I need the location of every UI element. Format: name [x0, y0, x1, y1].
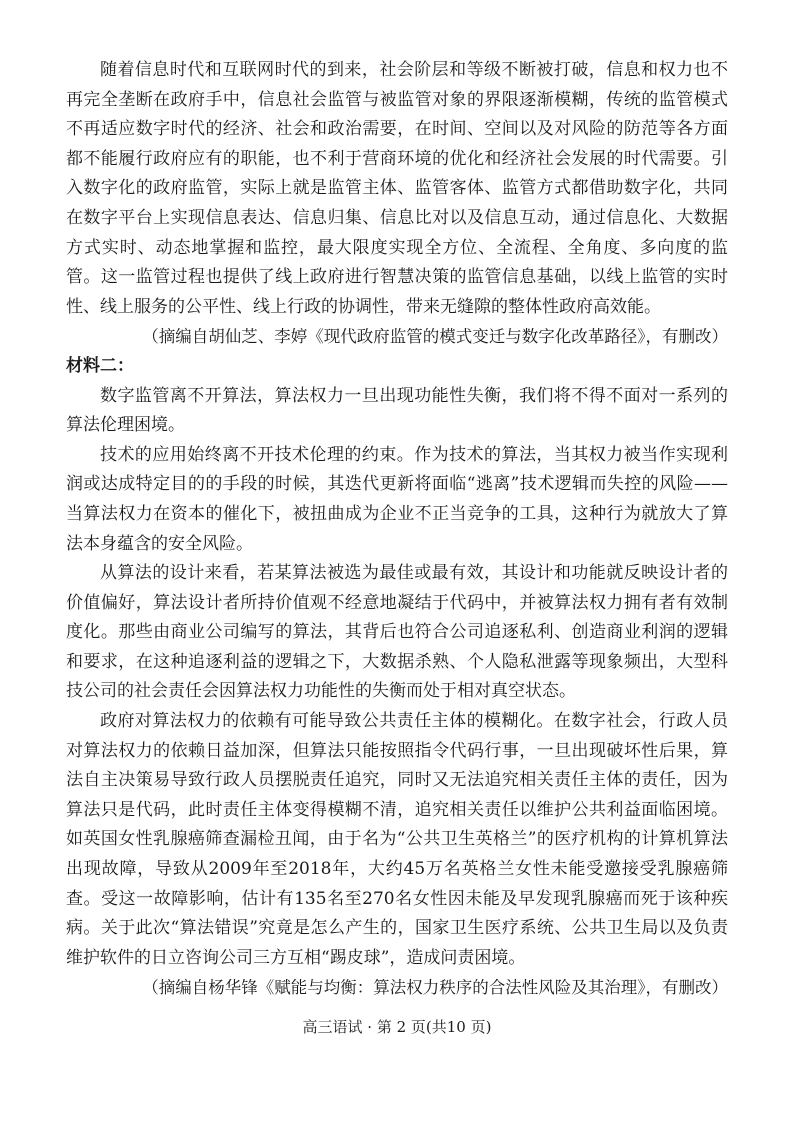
- document-page: [66, 56, 728, 1003]
- material-one-source: （摘编自胡仙芝、李婷《现代政府监管的模式变迁与数字化改革路径》，有删改）: [142, 327, 728, 347]
- material-two-paragraph-4: 政府对算法权力的依赖有可能导致公共责任主体的模糊化。在数字社会，行政人员对算法权力的依赖日益加深，但算法只能按照指令代码行事，一旦出现破坏性后果，算法自主决策易导致行政人员摆脱责任追究，同时又无法追究相关责任主体的责任，因为算法只是代码，此时责任主体变得模糊不清，追究相关责任以维护公共利益面临困境。如英国女性乳腺癌筛查漏检丑闻，由于名为“公共卫生英格兰”的医疗机构的计算机算法出现故障，导致从2009年至2018年，大约45万名英格兰女性未能受邀接受乳腺癌筛查。受这一故障影响，估计有135名至270名女性因未能及早发现乳腺癌而死于该种疾病。关于此次“算法错误”究竟是怎么产生的，国家卫生医疗系统、公共卫生局以及负责维护软件的日立咨询公司三方互相“踢皮球”，造成问责困境。: [66, 711, 728, 968]
- material-two-heading: 材料二：: [66, 355, 134, 376]
- material-two-paragraph-3: 从算法的设计来看，若某算法被选为最佳或最有效，其设计和功能就反映设计者的价值偏好，算法设计者所持价值观不经意地凝结于代码中，并被算法权力拥有者有效制度化。那些由商业公司编写的算法，其背后也符合公司追逐私利、创造商业利润的逻辑和要求，在这种追逐利益的逻辑之下，大数据杀熟、个人隐私泄露等现象频出，大型科技公司的社会责任会因算法权力功能性的失衡而处于相对真空状态。: [66, 563, 728, 702]
- material-two-paragraph-2: 技术的应用始终离不开技术伦理的约束。作为技术的算法，当其权力被当作实现利润或达成特定目的的手段的时候，其迭代更新将面临“逃离”技术逻辑而失控的风险——当算法权力在资本的催化下，被扭曲成为企业不正当竞争的工具，这种行为就放大了算法本身蕴含的安全风险。: [66, 444, 728, 554]
- page-footer: 高三语试 · 第 2 页(共10 页): [302, 1018, 492, 1036]
- material-two-source: （摘编自杨华锋《赋能与均衡：算法权力秩序的合法性风险及其治理》，有删改）: [142, 978, 728, 998]
- material-one-paragraph: 随着信息时代和互联网时代的到来，社会阶层和等级不断被打破，信息和权力也不再完全垄断在政府手中，信息社会监管与被监管对象的界限逐渐模糊，传统的监管模式不再适应数字时代的经济、社会和政治需要，在时间、空间以及对风险的防范等各方面都不能履行政府应有的职能，也不利于营商环境的优化和经济社会发展的时代需要。引入数字化的政府监管，实际上就是监管主体、监管客体、监管方式都借助数字化，共同在数字平台上实现信息表达、信息归集、信息比对以及信息互动，通过信息化、大数据方式实时、动态地掌握和监控，最大限度实现全方位、全流程、全角度、多向度的监管。这一监管过程也提供了线上政府进行智慧决策的监管信息基础，以线上监管的实时性、线上服务的公平性、线上行政的协调性，带来无缝隙的整体性政府高效能。: [66, 60, 728, 317]
- material-two-paragraph-1: 数字监管离不开算法，算法权力一旦出现功能性失衡，我们将不得不面对一系列的算法伦理困境。: [66, 385, 728, 436]
